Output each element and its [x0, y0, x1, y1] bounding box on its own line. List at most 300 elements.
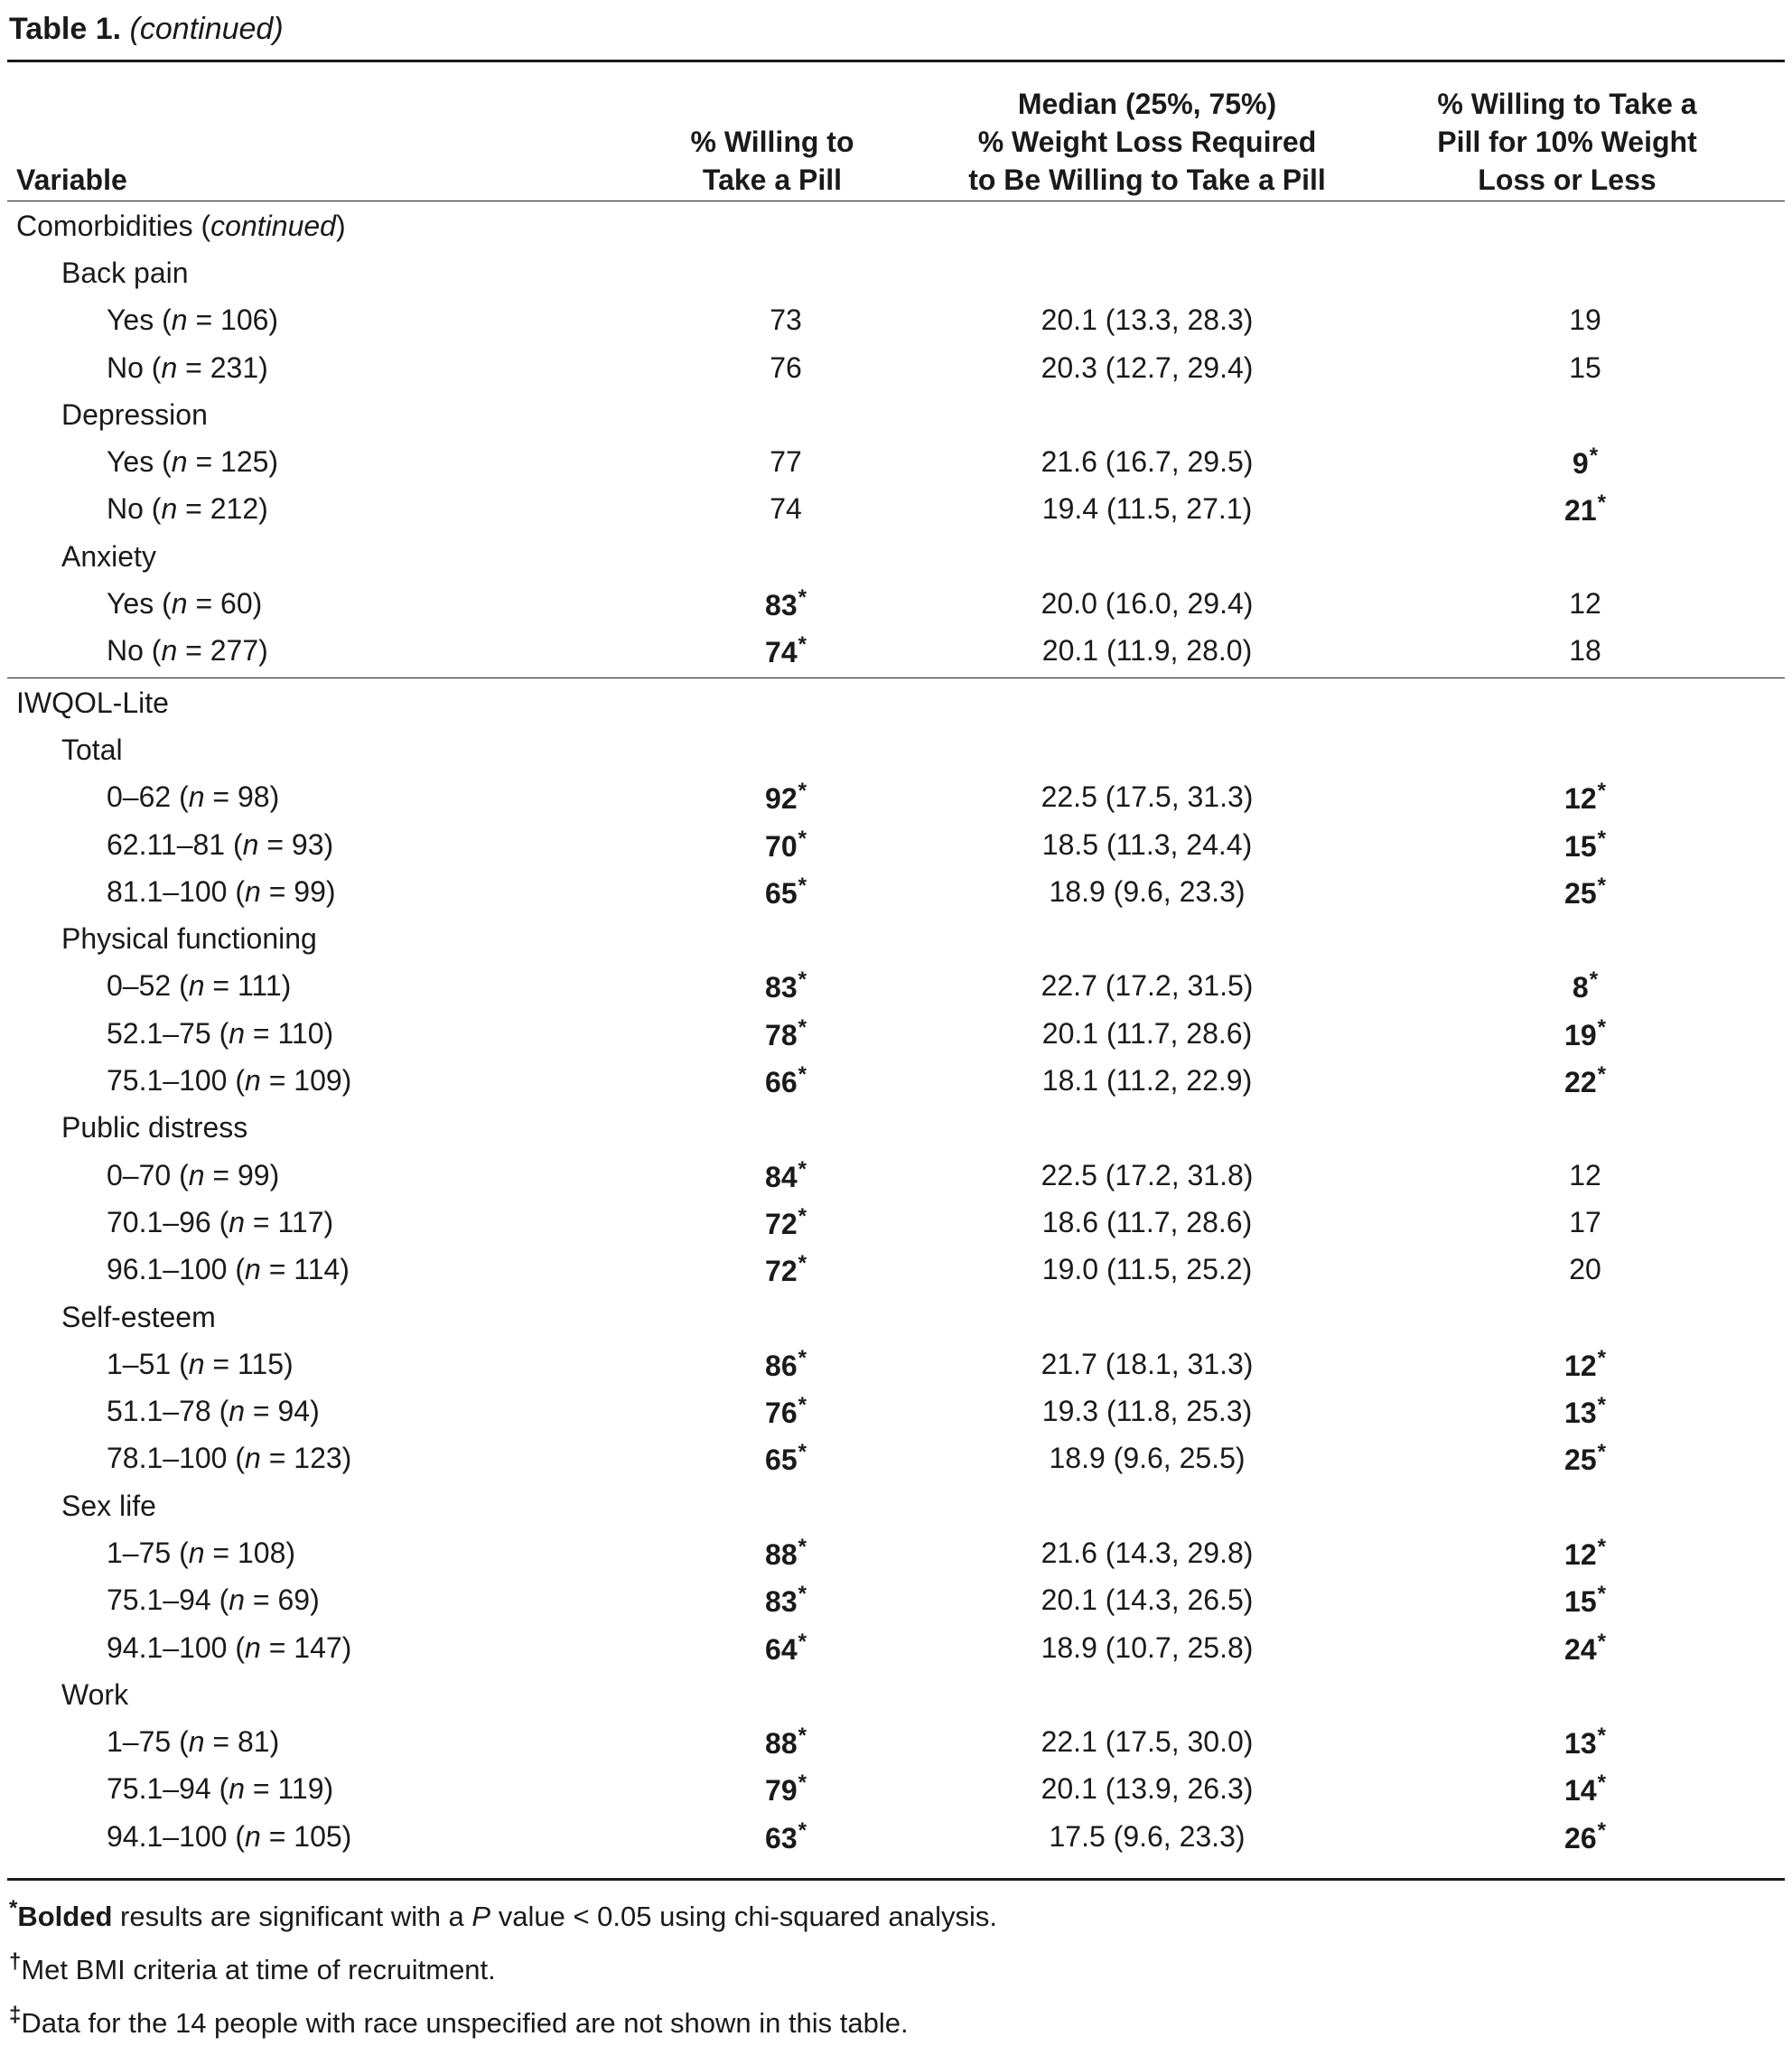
row-label-text: 1–51 [107, 1347, 172, 1380]
significance-marker: * [798, 967, 807, 993]
row-label: 96.1–100 (n = 114) [107, 1253, 350, 1286]
cell-median: 21.7 (18.1, 31.3) [1041, 1347, 1254, 1380]
n-symbol: n [188, 1536, 205, 1569]
cell-willing-pill [632, 585, 939, 622]
n-symbol: n [161, 634, 178, 668]
cell-median: 20.1 (14.3, 26.5) [1041, 1584, 1254, 1617]
group-row [0, 391, 1792, 438]
significance-marker: * [1597, 1582, 1606, 1607]
row-label: No (n = 231) [107, 350, 268, 384]
row-label: 94.1–100 (n = 147) [107, 1630, 352, 1664]
value: 24 [1564, 1632, 1597, 1666]
row-label-text: 1–75 [107, 1536, 172, 1569]
row-label-text: 70.1–96 [107, 1205, 211, 1238]
row-n-value: 94 [277, 1395, 311, 1428]
significance-marker: * [798, 1156, 807, 1182]
group-name: Total [61, 733, 123, 766]
footnote-mark: † [9, 1949, 22, 1974]
cell-median: 18.9 (10.7, 25.8) [1041, 1630, 1254, 1664]
row-label-text: 81.1–100 [107, 874, 228, 908]
n-symbol: n [229, 1016, 246, 1050]
significance-marker: * [1597, 1724, 1606, 1749]
n-symbol: n [229, 1205, 246, 1238]
row-label-text: Yes [107, 445, 154, 479]
row-label-text: 0–52 [107, 969, 172, 1003]
significance-marker: * [1597, 779, 1606, 804]
table-row [0, 344, 1792, 391]
table-row [0, 1813, 1792, 1860]
significance-marker: * [798, 632, 807, 658]
table-row [0, 1341, 1792, 1387]
value: 15 [1564, 1585, 1597, 1619]
cell-willing-pill [632, 1346, 939, 1383]
group-name: Physical functioning [61, 922, 317, 956]
group-name: Anxiety [61, 539, 156, 573]
significance-marker: * [1597, 1393, 1606, 1418]
row-label: 70.1–96 (n = 117) [107, 1205, 334, 1238]
section-title-row [0, 202, 1792, 249]
significance-marker: * [1597, 1014, 1606, 1040]
value: 8 [1572, 971, 1589, 1004]
value: 77 [770, 445, 802, 479]
value: 18 [1569, 634, 1601, 668]
value: 17 [1569, 1205, 1601, 1238]
header-willing-pill: % Willing to Take a Pill [690, 126, 854, 196]
cell-willing-pill [632, 632, 939, 669]
n-symbol: n [171, 587, 188, 621]
cell-willing-ten-percent [1427, 874, 1743, 911]
significance-marker: * [1589, 967, 1599, 993]
section-iwqol-lite [0, 679, 1792, 1860]
row-label: Yes (n = 106) [107, 304, 279, 337]
row-label: 78.1–100 (n = 123) [107, 1442, 352, 1475]
row-label: 1–51 (n = 115) [107, 1347, 294, 1380]
header-willing-ten-percent: % Willing to Take a Pill for 10% Weight Loss or Less [1437, 88, 1697, 196]
table-row [0, 1247, 1792, 1294]
n-symbol: n [245, 1064, 261, 1098]
cell-willing-pill [632, 827, 939, 864]
cell-median: 18.5 (11.3, 24.4) [1041, 827, 1253, 861]
footnote-mark: ‡ [9, 2003, 22, 2027]
value: 74 [770, 492, 802, 526]
row-label: No (n = 212) [107, 492, 268, 526]
group-row [0, 533, 1792, 580]
significance-marker: * [798, 826, 807, 851]
row-label: 51.1–78 (n = 94) [107, 1395, 320, 1428]
n-symbol: n [229, 1395, 246, 1428]
row-label-text: 0–62 [107, 780, 172, 814]
table-row [0, 868, 1792, 915]
n-symbol: n [245, 1253, 261, 1286]
significance-marker: * [798, 1770, 807, 1796]
cell-median: 18.6 (11.7, 28.6) [1041, 1205, 1253, 1238]
cell-median: 17.5 (9.6, 23.3) [1049, 1819, 1246, 1853]
value: 65 [765, 876, 798, 910]
table-row [0, 1719, 1792, 1766]
significance-marker: * [798, 1440, 807, 1465]
cell-median: 22.5 (17.5, 31.3) [1041, 780, 1254, 814]
row-label-text: 62.11–81 [107, 827, 226, 861]
footnote-text: Data for the 14 people with race unspecified are not shown in this table. [21, 2007, 909, 2039]
value: 12 [1569, 587, 1601, 621]
cell-willing-pill [632, 1393, 939, 1430]
cell-median: 22.5 (17.2, 31.8) [1041, 1158, 1254, 1191]
cell-willing-ten-percent [1427, 967, 1743, 1004]
row-label-text: Yes [107, 587, 154, 621]
cell-willing-ten-percent [1427, 1015, 1743, 1052]
table-row [0, 1057, 1792, 1104]
value: 88 [765, 1727, 798, 1761]
significance-marker: * [798, 1724, 807, 1749]
row-label-text: No [107, 492, 144, 526]
value: 72 [765, 1255, 798, 1288]
cell-willing-ten-percent [1427, 1206, 1743, 1239]
table-row [0, 580, 1792, 627]
cell-median: 19.4 (11.5, 27.1) [1041, 492, 1253, 526]
value: 70 [765, 829, 798, 863]
value: 13 [1564, 1397, 1597, 1430]
significance-marker: * [798, 1062, 807, 1088]
cell-willing-pill [632, 1535, 939, 1572]
significance-marker: * [1597, 873, 1606, 898]
row-n-value: 81 [238, 1725, 270, 1759]
table-row [0, 438, 1792, 485]
section-title [0, 687, 649, 720]
cell-willing-ten-percent [1427, 1818, 1743, 1855]
cell-median: 19.3 (11.8, 25.3) [1041, 1395, 1253, 1428]
table-row [0, 297, 1792, 344]
cell-willing-ten-percent [1427, 304, 1743, 337]
value: 65 [765, 1443, 798, 1477]
row-n-value: 60 [220, 587, 253, 621]
row-n-value: 125 [220, 445, 269, 479]
cell-willing-pill [632, 1582, 939, 1619]
significance-marker: * [1597, 1817, 1606, 1843]
cell-willing-pill [632, 351, 939, 385]
row-label-text: 94.1–100 [107, 1819, 228, 1853]
value: 63 [765, 1821, 798, 1854]
cell-willing-ten-percent [1427, 490, 1743, 528]
section-title-text: IWQOL-Lite [16, 686, 169, 719]
n-symbol: n [188, 1158, 205, 1191]
row-label: 81.1–100 (n = 99) [107, 874, 336, 908]
value: 12 [1569, 1158, 1601, 1191]
table-row [0, 628, 1792, 675]
n-symbol: n [242, 827, 259, 861]
significance-marker: * [798, 1817, 807, 1843]
header-variable: Variable [16, 163, 127, 196]
row-label-text: 96.1–100 [107, 1253, 228, 1286]
cell-willing-ten-percent [1427, 1724, 1743, 1761]
significance-marker: * [1597, 1062, 1606, 1088]
cell-willing-pill [632, 874, 939, 911]
group-row [0, 915, 1792, 962]
row-label: Yes (n = 125) [107, 445, 279, 479]
table-row [0, 486, 1792, 533]
value: 19 [1564, 1018, 1597, 1051]
section-divider-rule [7, 677, 1785, 678]
footnote [9, 1939, 997, 1993]
cell-median: 22.1 (17.5, 30.0) [1041, 1725, 1254, 1759]
cell-median: 18.1 (11.2, 22.9) [1041, 1064, 1253, 1098]
significance-marker: * [798, 585, 807, 611]
table-row [0, 1152, 1792, 1199]
cell-willing-pill [632, 1015, 939, 1052]
table-row [0, 1387, 1792, 1434]
cell-willing-ten-percent [1427, 1440, 1743, 1477]
row-n-value: 117 [277, 1205, 324, 1238]
n-symbol: n [245, 1819, 261, 1853]
group-name: Public distress [61, 1111, 248, 1144]
row-label: Yes (n = 60) [107, 587, 263, 621]
value: 22 [1564, 1066, 1597, 1099]
cell-willing-pill [632, 1630, 939, 1667]
section-title: Comorbidities (continued) [16, 209, 346, 242]
value: 12 [1564, 782, 1597, 816]
significance-marker: * [1597, 1534, 1606, 1559]
cell-willing-ten-percent [1427, 1062, 1743, 1099]
footnote-italic-text: P [471, 1901, 491, 1932]
significance-marker: * [798, 1629, 807, 1654]
significance-marker: * [798, 1345, 807, 1370]
table-row [0, 821, 1792, 868]
significance-marker: * [798, 1203, 807, 1229]
row-label: 0–52 (n = 111) [107, 969, 292, 1003]
group-row [0, 249, 1792, 296]
value: 25 [1564, 1443, 1597, 1477]
row-label: 0–62 (n = 98) [107, 780, 280, 814]
cell-willing-pill [632, 779, 939, 816]
row-n-value: 147 [294, 1630, 342, 1664]
section-title-suffix: continued [210, 209, 336, 242]
row-label-text: 75.1–94 [107, 1584, 211, 1617]
row-label: 75.1–94 (n = 119) [107, 1772, 334, 1806]
value: 15 [1569, 350, 1601, 384]
value: 74 [765, 636, 798, 669]
significance-marker: * [798, 1393, 807, 1418]
n-symbol: n [161, 492, 178, 526]
table-row [0, 1529, 1792, 1576]
value: 12 [1564, 1349, 1597, 1382]
significance-marker: * [798, 779, 807, 804]
footnote-text: results are significant with a [112, 1901, 472, 1932]
row-n-value: 108 [238, 1536, 286, 1569]
cell-willing-ten-percent [1427, 1630, 1743, 1667]
row-n-value: 114 [294, 1253, 341, 1286]
footnote-text: Met BMI criteria at time of recruitment. [21, 1954, 496, 1985]
cell-median: 20.3 (12.7, 29.4) [1041, 350, 1254, 384]
row-n-value: 212 [210, 492, 259, 526]
cell-willing-ten-percent [1427, 1770, 1743, 1808]
group-row [0, 726, 1792, 773]
significance-marker: * [1597, 1345, 1606, 1370]
group-name: Back pain [61, 256, 189, 289]
significance-marker: * [798, 1534, 807, 1559]
significance-marker: * [1589, 444, 1599, 469]
significance-marker: * [798, 1014, 807, 1040]
cell-willing-pill [632, 1204, 939, 1241]
group-row [0, 1671, 1792, 1718]
row-label: 94.1–100 (n = 105) [107, 1819, 352, 1853]
value: 76 [765, 1397, 798, 1430]
n-symbol: n [188, 780, 205, 814]
table-row [0, 963, 1792, 1010]
row-n-value: 277 [210, 634, 259, 668]
value: 21 [1564, 494, 1597, 528]
value: 83 [765, 971, 798, 1004]
cell-willing-pill [632, 304, 939, 337]
value: 73 [770, 304, 802, 337]
row-label-text: 94.1–100 [107, 1630, 228, 1664]
footnote-text: value < 0.05 using chi-squared analysis. [490, 1901, 998, 1932]
row-n-value: 105 [294, 1819, 342, 1853]
value: 25 [1564, 876, 1597, 910]
value: 72 [765, 1207, 798, 1240]
value: 86 [765, 1349, 798, 1382]
value: 76 [770, 350, 802, 384]
table-caption [9, 2, 284, 56]
cell-median: 19.0 (11.5, 25.2) [1041, 1253, 1253, 1286]
table-row [0, 1435, 1792, 1482]
row-label: 62.11–81 (n = 93) [107, 827, 334, 861]
value: 19 [1569, 304, 1601, 337]
value: 64 [765, 1632, 798, 1666]
group-row [0, 1294, 1792, 1341]
significance-marker: * [1597, 490, 1606, 516]
row-label-text: No [107, 350, 144, 384]
cell-willing-pill [632, 1157, 939, 1194]
row-label: No (n = 277) [107, 634, 268, 668]
n-symbol: n [245, 1630, 261, 1664]
cell-willing-ten-percent [1427, 827, 1743, 864]
table-row [0, 1766, 1792, 1813]
n-symbol: n [229, 1584, 246, 1617]
cell-willing-pill [632, 1818, 939, 1855]
cell-median: 20.1 (13.9, 26.3) [1041, 1772, 1254, 1806]
value: 13 [1564, 1727, 1597, 1761]
significance-marker: * [798, 1251, 807, 1276]
n-symbol: n [188, 1725, 205, 1759]
cell-willing-ten-percent [1427, 1346, 1743, 1383]
n-symbol: n [171, 445, 188, 479]
row-n-value: 93 [291, 827, 324, 861]
row-label-text: 1–75 [107, 1725, 172, 1759]
n-symbol: n [161, 350, 178, 384]
n-symbol: n [245, 1442, 261, 1475]
group-name: Depression [61, 397, 208, 431]
cell-willing-ten-percent [1427, 351, 1743, 385]
cell-willing-pill [632, 1062, 939, 1099]
footnotes [9, 1886, 997, 2046]
row-n-value: 99 [294, 874, 326, 908]
group-name: Self-esteem [61, 1300, 216, 1333]
value: 20 [1569, 1253, 1601, 1286]
row-label: 75.1–100 (n = 109) [107, 1064, 352, 1098]
significance-marker: * [798, 1582, 807, 1607]
cell-willing-pill [632, 967, 939, 1004]
row-n-value: 123 [294, 1442, 342, 1475]
row-n-value: 69 [277, 1584, 311, 1617]
value: 83 [765, 589, 798, 622]
significance-marker: * [1597, 1629, 1606, 1654]
value: 92 [765, 782, 798, 816]
n-symbol: n [171, 304, 188, 337]
group-name: Sex life [61, 1489, 156, 1522]
value: 66 [765, 1066, 798, 1099]
cell-median: 21.6 (16.7, 29.5) [1041, 445, 1254, 479]
value: 9 [1572, 447, 1589, 481]
row-n-value: 106 [220, 304, 269, 337]
top-rule [7, 60, 1785, 62]
cell-willing-ten-percent [1427, 1535, 1743, 1572]
n-symbol: n [245, 874, 261, 908]
cell-willing-pill [632, 1724, 939, 1761]
cell-willing-pill [632, 492, 939, 526]
table-continued-label: (continued) [129, 12, 284, 46]
value: 83 [765, 1585, 798, 1619]
cell-willing-pill [632, 1251, 939, 1288]
n-symbol: n [229, 1772, 246, 1806]
table-row [0, 1624, 1792, 1671]
footnote [9, 1886, 997, 1939]
row-label: 52.1–75 (n = 110) [107, 1016, 334, 1050]
cell-willing-pill [632, 1440, 939, 1477]
bottom-rule [7, 1878, 1785, 1881]
section-comorbidities [0, 202, 1792, 675]
value: 79 [765, 1774, 798, 1808]
cell-willing-ten-percent [1427, 1159, 1743, 1192]
cell-willing-pill [632, 445, 939, 479]
row-label-text: 75.1–100 [107, 1064, 228, 1098]
section-title-text: Comorbidities [16, 209, 193, 242]
cell-median: 20.1 (11.7, 28.6) [1041, 1016, 1253, 1050]
footnote-mark: * [9, 1896, 18, 1920]
cell-willing-ten-percent [1427, 1253, 1743, 1286]
cell-willing-ten-percent [1427, 1393, 1743, 1430]
cell-median: 20.0 (16.0, 29.4) [1041, 587, 1254, 621]
row-n-value: 110 [277, 1016, 324, 1050]
value: 15 [1564, 829, 1597, 863]
row-n-value: 99 [238, 1158, 270, 1191]
value: 84 [765, 1160, 798, 1193]
cell-median: 18.9 (9.6, 25.5) [1049, 1442, 1246, 1475]
significance-marker: * [1597, 826, 1606, 851]
group-name: Work [61, 1677, 129, 1711]
row-n-value: 115 [238, 1347, 285, 1380]
section-title-row [0, 679, 1792, 726]
row-label: 0–70 (n = 99) [107, 1158, 280, 1191]
row-label-text: 75.1–94 [107, 1772, 211, 1806]
table-number: Table 1. [9, 12, 122, 46]
significance-marker: * [1597, 1770, 1606, 1796]
table-row [0, 1577, 1792, 1624]
cell-willing-ten-percent [1427, 444, 1743, 481]
value: 26 [1564, 1821, 1597, 1854]
row-n-value: 109 [294, 1064, 342, 1098]
cell-willing-ten-percent [1427, 1582, 1743, 1619]
row-label: 1–75 (n = 81) [107, 1725, 280, 1759]
group-row [0, 1482, 1792, 1529]
value: 12 [1564, 1537, 1597, 1571]
value: 88 [765, 1537, 798, 1571]
header-median-weight-loss: Median (25%, 75%) % Weight Loss Required to Be Willing to Take a Pill [968, 88, 1326, 196]
cell-willing-ten-percent [1427, 634, 1743, 668]
row-label: 75.1–94 (n = 69) [107, 1584, 320, 1617]
cell-willing-ten-percent [1427, 587, 1743, 621]
table-row [0, 1010, 1792, 1057]
row-n-value: 98 [238, 780, 270, 814]
cell-median: 18.9 (9.6, 23.3) [1049, 874, 1246, 908]
